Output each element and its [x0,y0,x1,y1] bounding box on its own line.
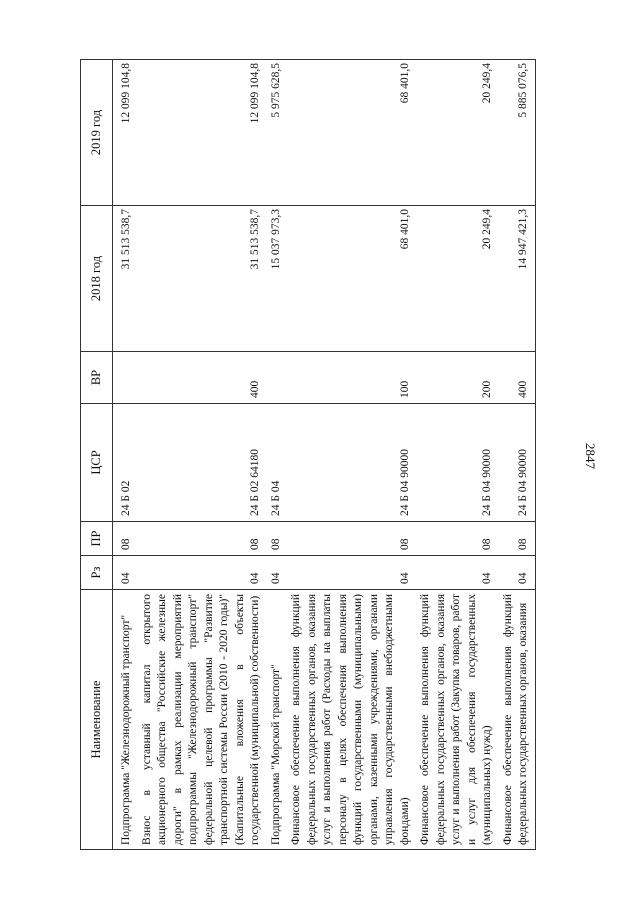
row-pr: 08 [499,522,536,556]
row-pr: 08 [138,522,267,556]
row-csr: 24 Б 04 [267,404,288,522]
row-2018: 31 513 538,7 [117,206,138,352]
row-name: Подпрограмма "Морской транспорт" [267,590,288,850]
row-vr: 200 [416,352,499,404]
row-2018: 15 037 973,3 [267,206,288,352]
row-vr: 400 [138,352,267,404]
row-2019: 12 099 104,8 [138,60,267,206]
header-vr: ВР [81,352,113,404]
header-2018: 2018 год [81,206,113,352]
table-row [267,60,288,850]
row-pr: 08 [117,522,138,556]
table-row [416,60,499,850]
row-vr: 100 [287,352,416,404]
row-rz: 04 [267,556,288,590]
row-2019: 68 401,0 [287,60,416,206]
row-vr: 400 [499,352,536,404]
row-rz: 04 [499,556,536,590]
header-csr: ЦСР [81,404,113,522]
row-name: Подпрограмма "Железнодорожный транспорт" [117,590,138,850]
row-2018: 20 249,4 [416,206,499,352]
table-row [138,60,267,850]
row-2019: 20 249,4 [416,60,499,206]
row-name: Финансовое обеспечение выполнения функций федеральных государственных органов, оказания услуг и выполнения работ (Закупка товаров, работ и услуг для обеспечения государственных (муниципальных) нужд) [416,590,499,850]
row-vr [117,352,138,404]
row-csr: 24 Б 04 90000 [499,404,536,522]
row-csr: 24 Б 02 [117,404,138,522]
table-row [499,60,536,850]
row-vr [267,352,288,404]
header-rz: Рз [81,556,113,590]
row-name: Взнос в уставный капитал открытого акционерного общества "Российские железные дороги" в рамках реализации мероприятий подпрограммы "Железнодорожный транспорт" федеральной целевой программы "Развитие транспортной системы России (2010 - 2020 годы)" (Капитальные вложения в объекты государственной (муниципальной) собственности) [138,590,267,850]
row-rz: 04 [117,556,138,590]
row-pr: 08 [267,522,288,556]
row-2019: 5 885 076,5 [499,60,536,206]
row-name: Финансовое обеспечение выполнения функций федеральных государственных органов, оказания [499,590,536,850]
row-rz: 04 [416,556,499,590]
row-2019: 12 099 104,8 [117,60,138,206]
row-csr: 24 Б 02 64180 [138,404,267,522]
row-2019: 5 975 628,5 [267,60,288,206]
row-2018: 68 401,0 [287,206,416,352]
budget-table-sheet [80,60,580,850]
row-csr: 24 Б 04 90000 [416,404,499,522]
table-row [287,60,416,850]
row-2018: 14 947 421,3 [499,206,536,352]
header-2019: 2019 год [81,60,113,206]
header-pr: ПР [81,522,113,556]
row-rz: 04 [287,556,416,590]
row-pr: 08 [287,522,416,556]
page-number: 2847 [583,443,598,469]
table-header-row [81,60,113,850]
header-name: Наименование [81,590,113,850]
row-pr: 08 [416,522,499,556]
table-row [117,60,138,850]
budget-table [80,59,536,850]
row-rz: 04 [138,556,267,590]
row-csr: 24 Б 04 90000 [287,404,416,522]
row-2018: 31 513 538,7 [138,206,267,352]
row-name: Финансовое обеспечение выполнения функций федеральных государственных органов, оказания услуг и выполнения работ (Расходы на выплаты персоналу в целях обеспечения выполнения функций государственными (муниципальными) органами, казенными учреждениями, органами управления государственными внебюджетными фондами) [287,590,416,850]
